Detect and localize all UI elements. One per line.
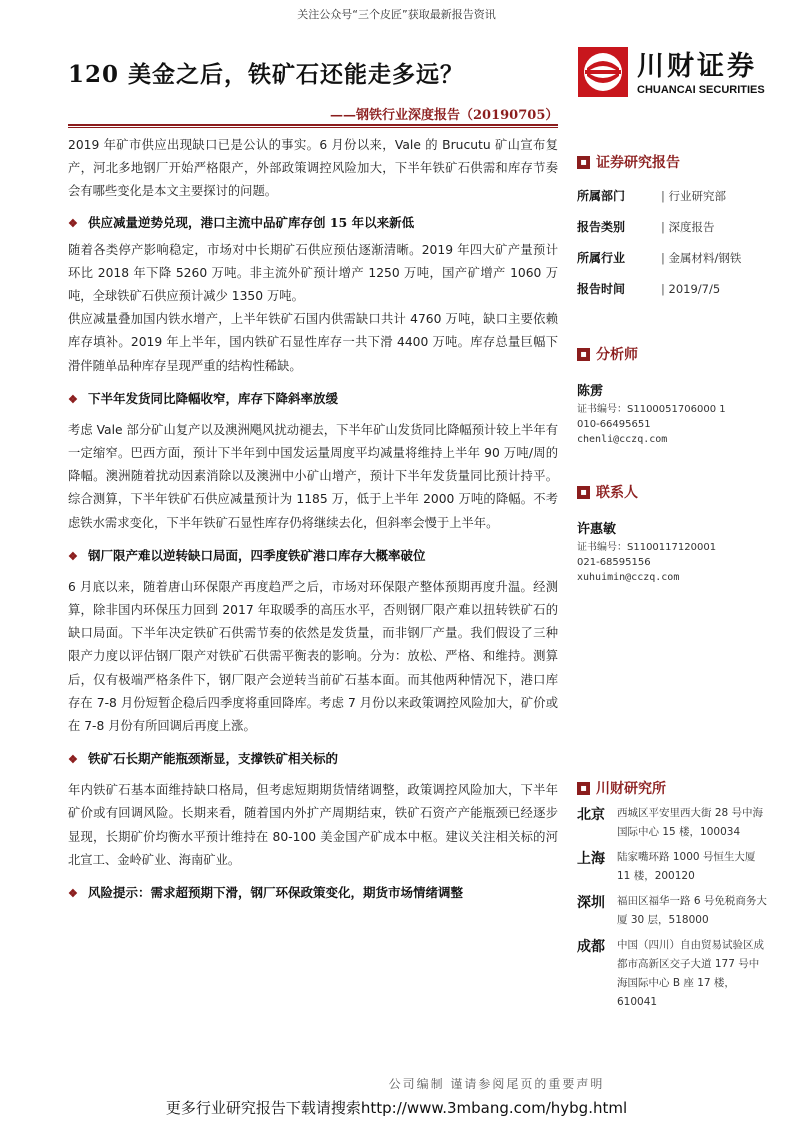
contact-email[interactable]: xuhuimin@cczq.com bbox=[577, 572, 680, 583]
square-bullet-icon: ▪ bbox=[577, 348, 590, 361]
section-heading: ❖ 供应减量逆势兑现，港口主流中品矿库存创 15 年以来新低 bbox=[68, 210, 558, 237]
office-beijing: 北京 西城区平安里西大街 28 号中海国际中心 15 楼，100034 bbox=[577, 807, 764, 838]
meta-row: 所属行业 | 金属材料/钢铁 bbox=[577, 242, 777, 273]
contact-panel bbox=[577, 482, 777, 585]
analyst-panel bbox=[577, 344, 777, 447]
analyst-heading: ▪ 分析师 bbox=[577, 344, 777, 364]
header-rule-thin bbox=[68, 127, 558, 128]
section-heading: ❖ 钢厂限产难以逆转缺口局面，四季度铁矿港口库存大概率破位 bbox=[68, 543, 558, 570]
contact-name: 许惠敏 bbox=[577, 522, 617, 537]
download-link-text[interactable]: 更多行业研究报告下载请搜索http://www.3mbang.com/hybg.html bbox=[165, 1099, 628, 1117]
diamond-bullet-icon: ❖ bbox=[68, 753, 78, 767]
section-paragraph: 6 月底以来，随着唐山环保限产再度趋严之后，市场对环保限产整体预期再度升温。经测算，除非国内环保压力回到 2017 年取暖季的高压水平，否则钢厂限产难以扭转铁矿石的缺口局面。下半年决定铁矿石供需节奏的依然是发货量，而非钢厂产量。我们假设了三种限产力度以评估钢厂限产对铁矿石供需平衡表的影响。分为：放松、严格、和维持。测算后，仅有极端严格条件下，钢厂限产会逆转当前矿石基本面。而其他两种情况下，港口库存在 7-8 月份短暂企稳后四季度将重回降库。考虑 7 月份以来政策调控风险加大，矿价或在 7-8 月份有所回调后再度上涨。 bbox=[68, 579, 558, 734]
section-paragraph: 考虑 Vale 部分矿山复产以及澳洲飓风扰动褪去，下半年矿山发货同比降幅预计较上半年有一定缩窄。巴西方面，预计下半年到中国发运量周度平均减量将维持上半年 90 万吨/周的降幅。澳洲随着扰动因素消除以及澳洲中小矿山增产，预计下半年发货量同比预计持平。综合测算，下半年铁矿石供应减量预计为 1185 万，低于上半年 2000 万吨的降幅。不考虑铁水需求变化，下半年铁矿石显性库存仍将继续去化，但斜率会慢于上半年。 bbox=[68, 422, 558, 530]
disclaimer-note: 公司编制 谨请参阅尾页的重要声明 bbox=[388, 1077, 605, 1091]
contact-cert: 证书编号：S1100117120001 bbox=[577, 542, 717, 553]
report-info-heading: ▪ 证券研究报告 bbox=[577, 152, 777, 172]
analyst-email[interactable]: chenli@cczq.com bbox=[577, 434, 668, 445]
section-heading: ❖ 铁矿石长期产能瓶颈渐显，支撑铁矿相关标的 bbox=[68, 746, 558, 773]
chuancai-logo-icon bbox=[577, 46, 629, 98]
intro-paragraph: 2019 年矿市供应出现缺口已是公认的事实。6 月份以来，Vale 的 Brucutu 矿山宣布复产，河北多地钢厂开始严格限产，外部政策调控风险加大，下半年铁矿石供需和库存节奏会有哪些变化是本文主要探讨的问题。 bbox=[68, 138, 558, 199]
top-note: 关注公众号“三个皮匠”获取最新报告资讯 bbox=[297, 8, 496, 21]
diamond-bullet-icon: ❖ bbox=[68, 887, 78, 901]
analyst-name: 陈雳 bbox=[577, 384, 604, 399]
square-bullet-icon: ▪ bbox=[577, 156, 590, 169]
section-paragraph: 供应减量叠加国内铁水增产，上半年铁矿石国内供需缺口共计 4760 万吨，缺口主要依赖库存填补。2019 年上半年，国内铁矿石显性库存一共下滑 4400 万吨。库存总量巨幅下滑伴随单品种库存呈现严重的结构性稀缺。 bbox=[68, 312, 558, 373]
square-bullet-icon: ▪ bbox=[577, 782, 590, 795]
diamond-bullet-icon: ❖ bbox=[68, 549, 78, 563]
report-title: 120 美金之后，铁矿石还能走多远？ bbox=[68, 61, 465, 88]
risk-heading: ❖ 风险提示：需求超预期下滑，钢厂环保政策变化，期货市场情绪调整 bbox=[68, 880, 558, 907]
meta-row: 报告时间 | 2019/7/5 bbox=[577, 273, 777, 304]
logo-text-cn: 川财证券 bbox=[637, 51, 757, 82]
diamond-bullet-icon: ❖ bbox=[68, 216, 78, 230]
section-heading: ❖ 下半年发货同比降幅收窄，库存下降斜率放缓 bbox=[68, 386, 558, 413]
company-logo bbox=[577, 44, 767, 100]
meta-row: 所属部门 | 行业研究部 bbox=[577, 180, 777, 211]
report-summary bbox=[68, 134, 558, 909]
institute-panel bbox=[577, 778, 777, 1018]
institute-heading: ▪ 川财研究所 bbox=[577, 778, 777, 798]
report-info-panel bbox=[577, 152, 777, 304]
diamond-bullet-icon: ❖ bbox=[68, 392, 78, 406]
analyst-cert: 证书编号：S1100051706000 1 bbox=[577, 404, 726, 415]
header-rule bbox=[68, 124, 558, 126]
analyst-phone: 010-66495651 bbox=[577, 419, 651, 430]
office-chengdu: 成都 中国（四川）自由贸易试验区成都市高新区交子大道 177 号中海国际中心 B 座 17 楼，610041 bbox=[577, 939, 764, 1008]
meta-row: 报告类别 | 深度报告 bbox=[577, 211, 777, 242]
office-shenzhen: 深圳 福田区福华一路 6 号免税商务大厦 30 层，518000 bbox=[577, 895, 767, 926]
square-bullet-icon: ▪ bbox=[577, 486, 590, 499]
logo-text-en: CHUANCAI SECURITIES bbox=[637, 84, 765, 96]
section-paragraph: 随着各类停产影响稳定，市场对中长期矿石供应预估逐渐清晰。2019 年四大矿产量预计环比 2018 年下降 5260 万吨。非主流外矿预计增产 1250 万吨，国产矿增产 1060 万吨，全球铁矿石供应预计减少 1350 万吨。 bbox=[68, 242, 558, 304]
report-subtitle: ——钢铁行业深度报告（20190705） bbox=[330, 108, 559, 123]
contact-heading: ▪ 联系人 bbox=[577, 482, 777, 502]
section-paragraph: 年内铁矿石基本面维持缺口格局，但考虑短期期货情绪调整，政策调控风险加大，下半年矿价或有回调风险。长期来看，随着国内外扩产周期结束，铁矿石资产产能瓶颈已经逐步显现，长期矿价均衡水平预计维持在 80-100 美金国产矿成本中枢。建议关注相关标的河北宣工、金岭矿业、海南矿业。 bbox=[68, 783, 558, 867]
contact-phone: 021-68595156 bbox=[577, 557, 651, 568]
office-shanghai: 上海 陆家嘴环路 1000 号恒生大厦 11 楼，200120 bbox=[577, 851, 756, 882]
